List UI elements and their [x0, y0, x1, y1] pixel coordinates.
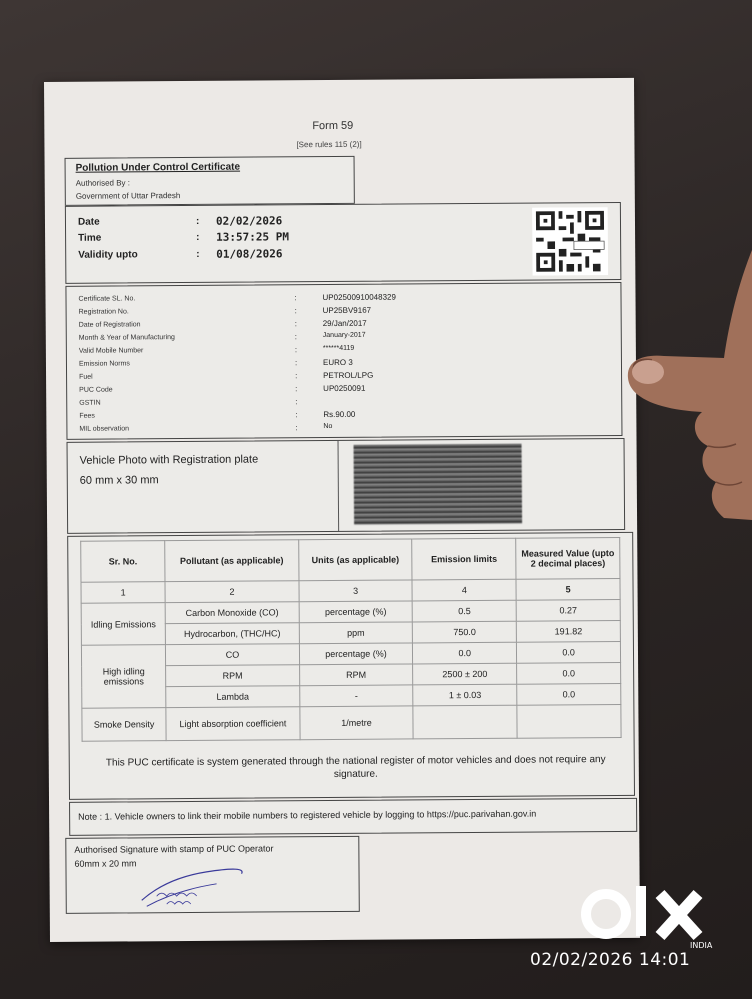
date-label: Date: [77, 216, 100, 228]
table-cell: [517, 704, 621, 738]
info-colon: :: [294, 306, 297, 316]
table-cell: RPM: [299, 664, 413, 686]
emissions-box: [67, 532, 635, 800]
table-cell: Smoke Density: [82, 708, 166, 742]
table-cell: 0.5: [413, 600, 517, 622]
table-cell: 3: [299, 580, 413, 602]
table-cell: 0.0: [517, 683, 621, 705]
info-label: GSTIN: [79, 399, 101, 407]
table-cell: 0.0: [413, 642, 517, 664]
info-label: Fees: [79, 412, 95, 420]
column-header: Sr. No.: [81, 541, 165, 583]
info-label: Month & Year of Manufacturing: [78, 334, 175, 342]
table-cell: CO: [166, 644, 300, 666]
info-colon: :: [295, 423, 298, 433]
info-label: Fuel: [79, 373, 93, 381]
table-cell: 0.0: [517, 641, 621, 663]
table-cell: 2: [165, 581, 299, 603]
validity-label: Validity upto: [78, 249, 138, 261]
info-label: Valid Mobile Number: [78, 347, 144, 355]
table-cell: Light absorption coefficient: [166, 707, 300, 741]
info-colon: :: [294, 319, 297, 329]
table-cell: 750.0: [413, 621, 517, 643]
vehicle-photo: [354, 444, 523, 525]
table-cell: ppm: [299, 622, 413, 644]
info-colon: :: [295, 371, 298, 381]
table-cell: 0.27: [516, 599, 620, 621]
info-label: Emission Norms: [78, 360, 130, 368]
info-label: Certificate SL. No.: [78, 295, 136, 303]
registration-number: UP25BV9167: [322, 305, 372, 316]
column-header: Pollutant (as applicable): [165, 540, 299, 582]
olx-logo-icon: [578, 880, 718, 950]
time-separator: :: [196, 231, 200, 243]
datetime-box: [65, 202, 622, 284]
table-header-row: [81, 537, 620, 582]
table-cell: 191.82: [516, 620, 620, 642]
info-colon: :: [295, 397, 298, 407]
date-separator: :: [195, 215, 200, 227]
info-colon: :: [294, 345, 298, 355]
table-cell: 1 ± 0.03: [413, 684, 517, 706]
info-label: Date of Registration: [78, 321, 141, 329]
qr-code-icon: [532, 207, 608, 276]
info-colon: :: [295, 410, 298, 420]
note-box: [69, 798, 637, 836]
photo-timestamp: 02/02/2026 14:01: [530, 950, 691, 970]
table-cell: 2500 ± 200: [413, 663, 517, 685]
hand-holding-paper: [624, 250, 752, 520]
note-text: Note : 1. Vehicle owners to link their mobile numbers to registered vehicle by logging to https://puc.parivahan.gov.in: [78, 808, 537, 822]
table-cell: percentage (%): [299, 643, 413, 665]
validity-separator: :: [196, 248, 200, 260]
authority-name: Government of Uttar Pradesh: [75, 191, 181, 201]
photo-label-line2: 60 mm x 30 mm: [79, 474, 159, 487]
emissions-table: [80, 537, 621, 742]
puc-certificate-paper: [44, 78, 640, 942]
table-cell: 4: [412, 579, 516, 601]
mobile-number: ******4119: [322, 344, 355, 353]
registration-date: 29/Jan/2017: [322, 318, 367, 329]
system-generated-note: This PUC certificate is system generated through the national register of motor vehicles and does not require any signature.: [105, 754, 606, 780]
table-cell: Idling Emissions: [81, 603, 165, 646]
emission-norms: EURO 3: [322, 357, 353, 368]
column-header: Measured Value (upto 2 decimal places): [516, 537, 620, 579]
table-cell: 0.0: [517, 662, 621, 684]
table-cell: [413, 705, 517, 739]
table-cell: Hydrocarbon, (THC/HC): [165, 623, 299, 645]
vehicle-photo-box: [67, 438, 626, 534]
fees: Rs.90.00: [323, 409, 356, 420]
date-value: 02/02/2026: [215, 214, 283, 228]
fuel-type: PETROL/LPG: [323, 370, 374, 381]
table-cell: Lambda: [166, 686, 300, 708]
authorised-by-label: Authorised By :: [75, 178, 130, 188]
validity-value: 01/08/2026: [216, 247, 283, 261]
certificate-header-box: [65, 156, 355, 206]
signature-label: [74, 841, 273, 870]
column-header: Emission limits: [412, 538, 516, 580]
signature-label-line2: 60mm x 20 mm: [74, 858, 137, 869]
info-colon: :: [294, 332, 298, 342]
form-rule: [See rules 115 (2)]: [296, 139, 362, 150]
info-colon: :: [295, 384, 298, 394]
form-title: Form 59: [312, 119, 354, 133]
signature-box: [65, 836, 360, 914]
table-row: [82, 704, 621, 741]
certificate-title: Pollution Under Control Certificate: [75, 161, 241, 174]
vehicle-info-box: [65, 282, 622, 440]
signature-label-line1: Authorised Signature with stamp of PUC Operator: [74, 843, 274, 855]
table-cell: 1/metre: [300, 706, 414, 740]
table-cell: RPM: [166, 665, 300, 687]
time-label: Time: [78, 232, 102, 244]
info-colon: :: [294, 293, 297, 303]
olx-logo: [578, 880, 718, 950]
info-label: Registration No.: [78, 308, 129, 316]
operator-stamp-icon: [136, 868, 246, 909]
mil-observation: No: [323, 422, 333, 431]
info-colon: :: [294, 358, 298, 368]
table-cell: High idling emissions: [81, 645, 166, 709]
manufacturing-month: January-2017: [322, 331, 366, 340]
photo-label-line1: Vehicle Photo with Registration plate: [79, 453, 259, 467]
info-label: PUC Code: [79, 386, 113, 394]
table-cell: percentage (%): [299, 601, 413, 623]
table-cell: 5: [516, 578, 620, 600]
column-header: Units (as applicable): [298, 539, 412, 581]
table-cell: -: [299, 685, 413, 707]
certificate-number: UP02500910048329: [322, 292, 396, 303]
table-cell: Carbon Monoxide (CO): [165, 602, 299, 624]
divider: [338, 441, 340, 531]
photo-label: [80, 450, 259, 491]
info-label: MIL observation: [79, 425, 129, 433]
olx-logo-sub: INDIA: [690, 941, 713, 950]
puc-code: UP0250091: [323, 383, 366, 394]
time-value: 13:57:25 PM: [216, 230, 289, 244]
table-cell: 1: [81, 582, 165, 604]
